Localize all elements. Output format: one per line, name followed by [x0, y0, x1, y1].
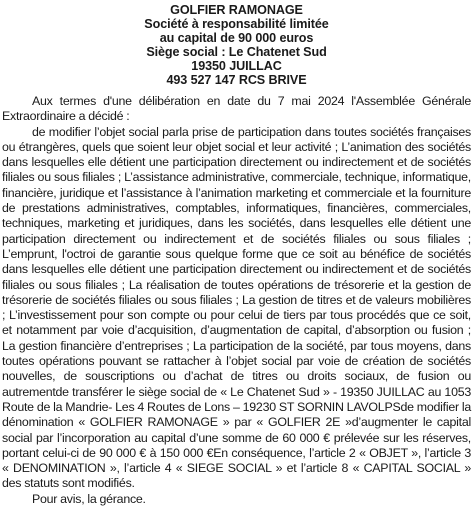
notice-body — [2, 94, 471, 507]
legal-form: Société à responsabilité limitée — [144, 17, 329, 31]
postal-city: 19350 JUILLAC — [191, 59, 282, 73]
intro-paragraph: Aux termes d'une délibération en date du 7 mai 2024 l'Assemblée Générale Extraordinaire a décidé : — [2, 94, 471, 124]
rcs-number: 493 527 147 RCS BRIVE — [166, 73, 307, 87]
share-capital: au capital de 90 000 euros — [159, 31, 314, 45]
notice-header — [2, 3, 471, 87]
signature-line: Pour avis, la gérance. — [32, 491, 146, 506]
decision-paragraph: de modifier l’objet social parla prise de participation dans toutes sociétés françaises ou étrangères, quels que soient leur objet social et leur activité ; L’animation des sociétés dans lesquelles elle détient une participation directement ou indirectement et de sociétés filiales ou sous filiales ; L’assistance administrative, commerciale, technique, informatique, financière, juridique et l’assistance à l’animation marketing et commerciale et la fourniture de prestations administratives, comptables, informatiques, financières, commerciales, techniques, marketing et juridiques, dans les sociétés, dans lesquelles elle détient une participation directement ou indirectement et de sociétés filiales ou sous filiales ; L’emprunt, l'octroi de garantie sous quelque forme que ce soit au bénéfice de sociétés dans lesquelles elle détient une participation directement ou indirectement et de sociétés filiales ou sous filiales ; La réalisation de toutes opérations de trésorerie et la gestion de trésorerie de sociétés filiales ou sous filiales ; La gestion de titres et de valeurs mobilières ; L’investissement pour son compte ou pour celui de tiers par tous procédés que ce soit, et notamment par voie d’acquisition, d’augmentation de capital, d’absorption ou fusion ; La gestion financière d’entreprises ; La participation de la société, par tous moyens, dans toutes opérations pouvant se rattacher à l’objet social par voie de création de sociétés nouvelles, de souscriptions ou d’achat de titres ou droits sociaux, de fusion ou autrementde transférer le siège social de « Le Chatenet Sud » - 19350 JUILLAC au 1053 Route de la Mandrie- Les 4 Routes de Lons – 19230 ST SORNIN LAVOLPSde modifier la dénomination « GOLFIER RAMONAGE » par « GOLFIER 2E »d’augmenter le capital social par l’incorporation au capital d’une somme de 60 000 € prélevée sur les réserves, portant celui-ci de 90 000 € à 150 000 €En conséquence, l’article 2 « OBJET », l’article 3 « DENOMINATION », l’article 4 « SIEGE SOCIAL » et l’article 8 « CAPITAL SOCIAL » des statuts sont modifiés. — [2, 124, 471, 491]
company-name: GOLFIER RAMONAGE — [170, 3, 303, 17]
registered-office: Siège social : Le Chatenet Sud — [146, 45, 327, 59]
